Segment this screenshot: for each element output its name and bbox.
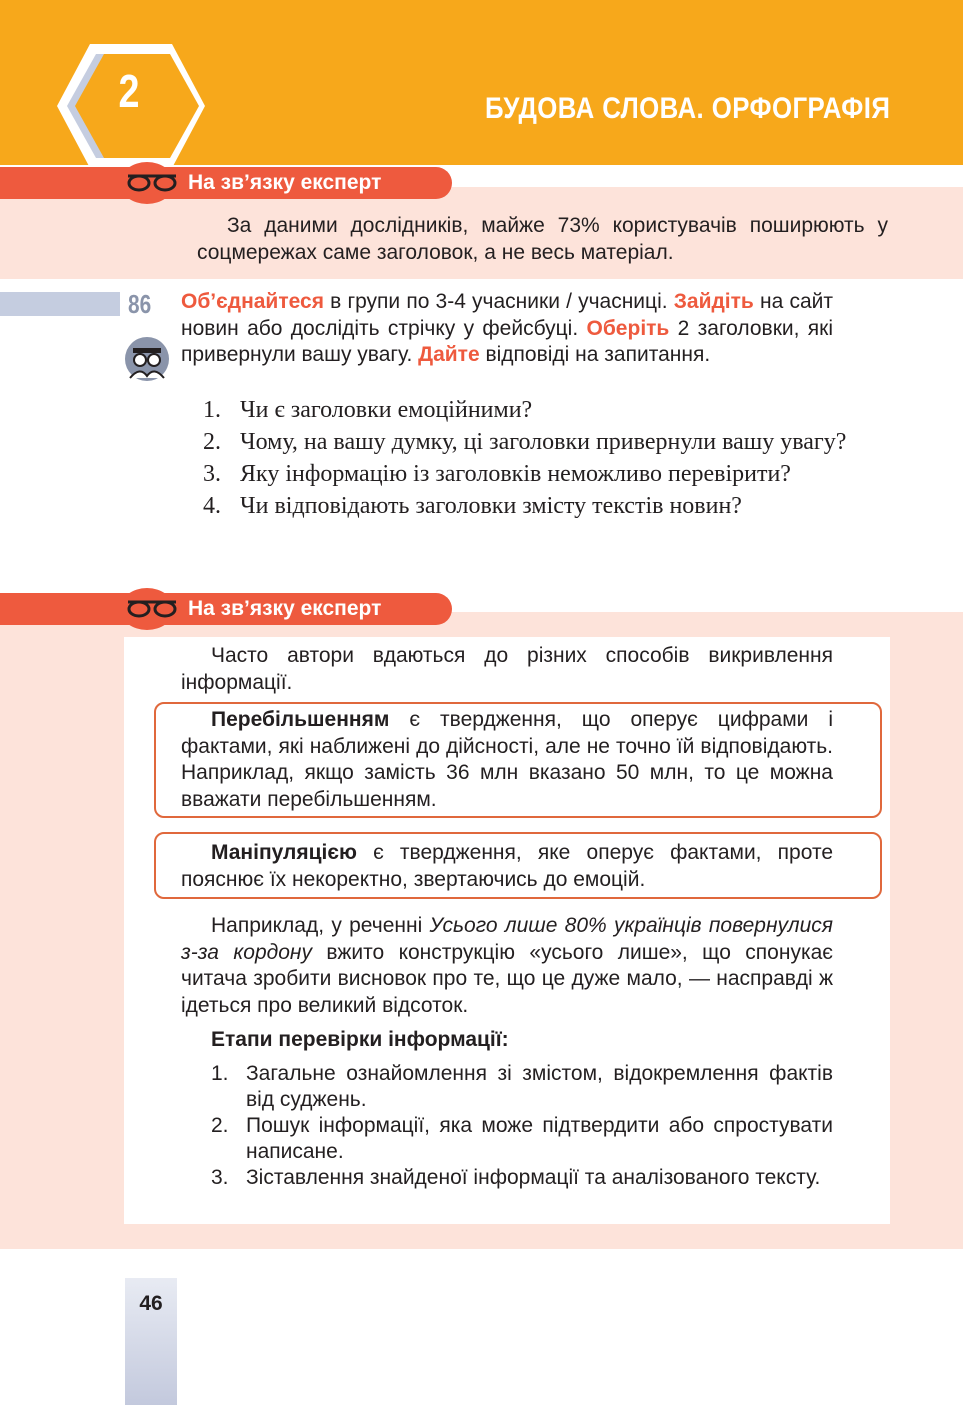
stage-number: 3. — [211, 1166, 229, 1189]
stage-number: 2. — [211, 1114, 229, 1137]
question-text: Чому, на вашу думку, ці заголовки привернули вашу увагу? — [240, 429, 847, 455]
chapter-number: 2 — [118, 65, 140, 117]
manipulation-definition — [181, 840, 833, 893]
stages-title: Етапи перевірки інформації: — [211, 1028, 509, 1051]
stage-item — [211, 1165, 833, 1191]
task-keyword: Дайте — [418, 343, 480, 366]
question-text: Яку інформацію із заголовків неможливо перевірити? — [240, 461, 791, 487]
exaggeration-definition — [181, 707, 833, 813]
task-keyword: Об’єднайтеся — [181, 290, 324, 313]
task-text-segment: відповіді на запитання. — [479, 343, 711, 366]
question-number: 2. — [203, 429, 221, 455]
glasses-icon — [126, 172, 178, 194]
question-item — [203, 491, 891, 522]
glasses-icon — [126, 598, 178, 620]
expert-note-text: За даними дослідників, майже 73% користувачів поширюють у соцмережах саме заголовок, а не весь матеріал. — [197, 214, 888, 264]
stage-item — [211, 1061, 833, 1113]
question-list — [203, 395, 891, 523]
question-number: 3. — [203, 461, 221, 487]
task-keyword: Зайдіть — [673, 290, 754, 313]
example-after: вжито конструкцію «усього лише», що спонукає читача зробити висновок про те, що це дуже мало, — насправді ж ідеться про великий відсоток. — [181, 940, 833, 1017]
question-item — [203, 459, 891, 490]
task-keyword: Оберіть — [586, 316, 670, 340]
stage-item — [211, 1113, 833, 1165]
expert-label: На зв’язку експерт — [188, 597, 382, 620]
chapter-badge — [52, 42, 206, 170]
task-number: 86 — [128, 289, 152, 319]
stage-number: 1. — [211, 1062, 229, 1085]
stage-text: Загальне ознайомлення зі змістом, відокремлення фактів від суджень. — [246, 1062, 833, 1111]
question-item — [203, 427, 891, 458]
question-text: Чи відповідають заголовки змісту текстів новин? — [240, 493, 742, 519]
term-exaggeration: Перебільшенням — [211, 708, 390, 731]
chapter-title: БУДОВА СЛОВА. ОРФОГРАФІЯ — [484, 92, 890, 125]
intro-text: Часто автори вдаються до різних способів викривлення інформації. — [181, 644, 833, 694]
task-text-segment: в групи по 3-4 учасники / учасниці. — [323, 290, 674, 313]
task-text — [181, 289, 833, 369]
stage-text: Зіставлення знайденої інформації та аналізованого тексту. — [246, 1166, 821, 1189]
group-work-icon — [124, 336, 170, 382]
question-number: 1. — [203, 397, 221, 423]
exaggeration-text: є твердження, що оперує цифрами і фактами, які наближені до дійсності, але не точно їй відповідають. Наприклад, якщо замість 36 млн вказано 50 млн, то це можна вважати перебільшенням. — [181, 708, 833, 811]
expert-label: На зв’язку експерт — [188, 171, 382, 194]
task-text-segment: 2 заголовки, які привернули вашу увагу. — [181, 316, 833, 366]
term-manipulation: Маніпуляцією — [211, 841, 357, 864]
question-item — [203, 395, 891, 426]
question-text: Чи є заголовки емоційними? — [240, 397, 533, 423]
stage-text: Пошук інформації, яка може підтвердити або спростувати написане. — [246, 1114, 833, 1163]
manipulation-text: є твердження, яке оперує фактами, проте пояснює їх некоректно, звертаючись до емоцій. — [181, 841, 833, 891]
task-marker-bar — [0, 292, 120, 316]
task-text-segment: на сайт новин або дослідіть стрічку у фейсбуці. — [181, 290, 833, 340]
example-before: Наприклад, у реченні — [211, 914, 430, 937]
example-text — [181, 913, 833, 1019]
example-sentence: Усього лише 80% українців повернулися з-за кордону — [181, 914, 833, 964]
stages-list — [211, 1061, 833, 1191]
question-number: 4. — [203, 493, 221, 519]
page-number: 46 — [139, 1292, 163, 1315]
